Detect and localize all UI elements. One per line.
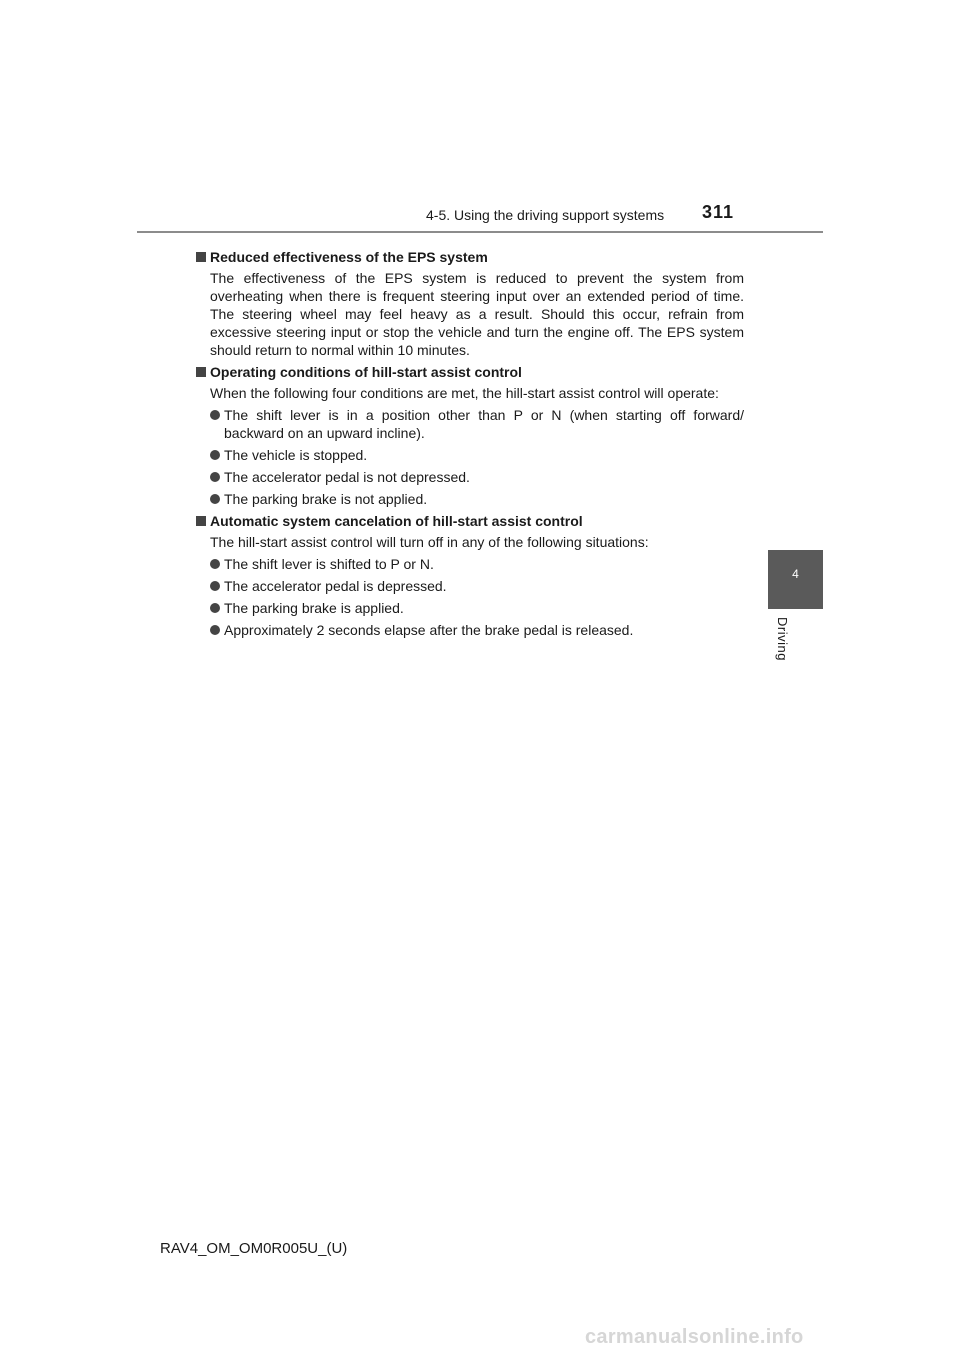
square-bullet-icon [196,252,206,262]
paragraph-hill-cancel: The hill-start assist control will turn off in any of the following situations: [210,534,649,550]
square-bullet-icon [196,367,206,377]
heading-text: Reduced effectiveness of the EPS system [210,249,488,265]
page-content [210,244,744,643]
paragraph-eps: The effectiveness of the EPS system is reduced to prevent the system from overheating when there is frequent steering input over an extended period of time. The steering wheel may feel heavy as a result. Should this occur, refrain from excessive steering input or stop the vehicle and turn the engine off. The EPS system should return to normal within 10 minutes. [210,270,744,358]
section-heading-hill-conditions [196,363,744,381]
round-bullet-icon [210,603,220,613]
list-item: The shift lever is in a position other than P or N (when starting off forward/ backward on an upward incline). [210,406,744,442]
list-item: The parking brake is applied. [210,599,744,617]
chapter-number: 4 [792,567,799,581]
round-bullet-icon [210,559,220,569]
heading-text: Automatic system cancelation of hill-start assist control [210,513,583,529]
round-bullet-icon [210,472,220,482]
chapter-label: Driving [775,617,790,661]
chapter-tab [768,550,823,609]
paragraph-hill-conditions: When the following four conditions are met, the hill-start assist control will operate: [210,385,719,401]
heading-text: Operating conditions of hill-start assist control [210,364,522,380]
round-bullet-icon [210,450,220,460]
round-bullet-icon [210,494,220,504]
watermark: carmanualsonline.info [585,1326,804,1348]
section-heading-hill-cancel [196,512,744,530]
section-heading-eps [196,248,744,266]
section-header: 4-5. Using the driving support systems [426,207,665,223]
round-bullet-icon [210,625,220,635]
list-item: Approximately 2 seconds elapse after the brake pedal is released. [210,621,744,639]
header-divider [137,231,823,233]
page-number: 311 [702,202,735,222]
list-item: The vehicle is stopped. [210,446,744,464]
document-code: RAV4_OM_OM0R005U_(U) [160,1240,348,1257]
list-item: The parking brake is not applied. [210,490,744,508]
list-item: The accelerator pedal is not depressed. [210,468,744,486]
round-bullet-icon [210,581,220,591]
square-bullet-icon [196,516,206,526]
list-item: The shift lever is shifted to P or N. [210,555,744,573]
round-bullet-icon [210,410,220,420]
list-item: The accelerator pedal is depressed. [210,577,744,595]
